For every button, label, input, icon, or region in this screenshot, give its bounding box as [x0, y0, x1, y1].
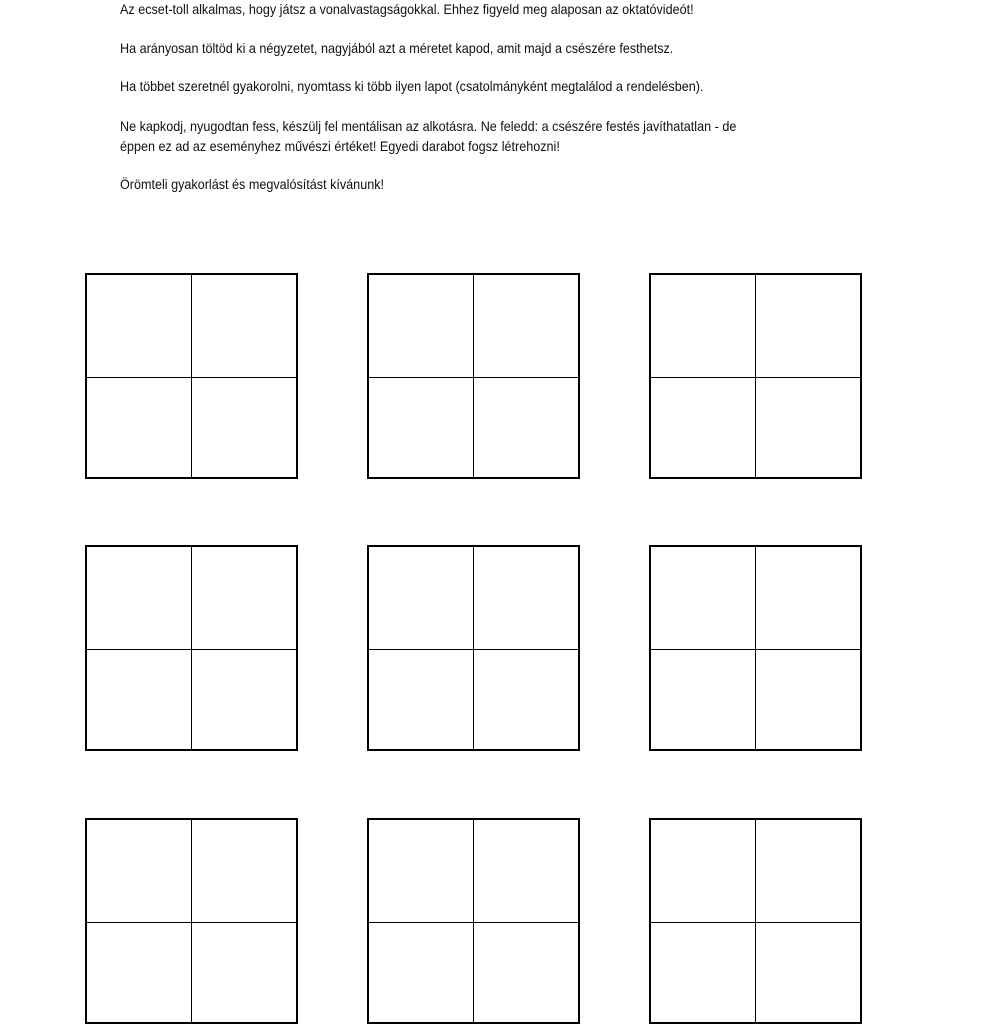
practice-square [649, 273, 862, 479]
horizontal-guide-line [369, 377, 578, 378]
horizontal-guide-line [87, 649, 296, 650]
vertical-guide-line [191, 820, 192, 1022]
horizontal-guide-line [651, 649, 860, 650]
vertical-guide-line [755, 820, 756, 1022]
vertical-guide-line [755, 275, 756, 477]
vertical-guide-line [191, 275, 192, 477]
vertical-guide-line [755, 547, 756, 749]
instruction-paragraph-1: Az ecset-toll alkalmas, hogy játsz a vonalvastagságokkal. Ehhez figyeld meg alaposan az oktatóvideót! [120, 1, 694, 17]
horizontal-guide-line [87, 377, 296, 378]
horizontal-guide-line [651, 377, 860, 378]
vertical-guide-line [473, 275, 474, 477]
practice-square [367, 545, 580, 751]
horizontal-guide-line [369, 649, 578, 650]
instruction-paragraph-3: Ha többet szeretnél gyakorolni, nyomtass ki több ilyen lapot (csatolmányként megtalálod a rendelésben). [120, 78, 704, 94]
practice-square [367, 818, 580, 1024]
vertical-guide-line [473, 820, 474, 1022]
closing-wish: Örömteli gyakorlást és megvalósítást kívánunk! [120, 176, 385, 192]
practice-square [85, 273, 298, 479]
vertical-guide-line [473, 547, 474, 749]
practice-square [649, 545, 862, 751]
practice-square [85, 545, 298, 751]
horizontal-guide-line [369, 922, 578, 923]
instruction-paragraph-2: Ha arányosan töltöd ki a négyzetet, nagyjából azt a méretet kapod, amit majd a csészére festhetsz. [120, 40, 674, 56]
instruction-paragraph-4-line-2: éppen ez ad az eseményhez művészi értéket! Egyedi darabot fogsz létrehozni! [120, 138, 560, 154]
horizontal-guide-line [87, 922, 296, 923]
horizontal-guide-line [651, 922, 860, 923]
vertical-guide-line [191, 547, 192, 749]
instruction-paragraph-4-line-1: Ne kapkodj, nyugodtan fess, készülj fel mentálisan az alkotásra. Ne feledd: a csészére festés javíthatatlan - de [120, 118, 737, 134]
practice-square [367, 273, 580, 479]
practice-square [649, 818, 862, 1024]
practice-square [85, 818, 298, 1024]
